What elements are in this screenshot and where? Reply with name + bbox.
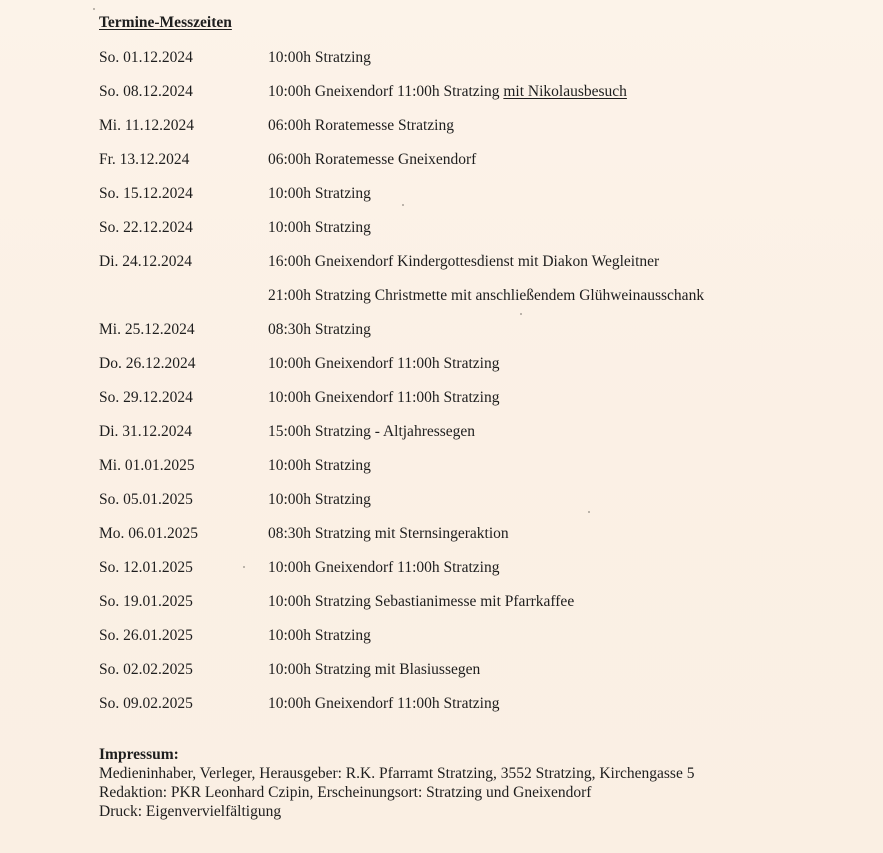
event-highlight: mit Nikolausbesuch: [503, 83, 627, 100]
section-heading: Termine-Messzeiten: [99, 14, 232, 31]
schedule-date: So. 22.12.2024: [99, 219, 193, 236]
schedule-event: 10:00h Stratzing: [268, 491, 371, 508]
schedule-date: Mi. 25.12.2024: [99, 321, 195, 338]
impressum-editor-line: Redaktion: PKR Leonhard Czipin, Erscheinungsort: Stratzing und Gneixendorf: [99, 784, 592, 801]
schedule-event: 10:00h Gneixendorf 11:00h Stratzing: [268, 389, 500, 406]
schedule-row: [99, 81, 799, 115]
schedule-row: [99, 523, 799, 557]
mass-schedule: [99, 47, 799, 727]
impressum-title: Impressum:: [99, 746, 179, 763]
schedule-row: [99, 251, 799, 285]
schedule-event: 06:00h Roratemesse Gneixendorf: [268, 151, 477, 168]
schedule-row: [99, 149, 799, 183]
schedule-date: So. 26.01.2025: [99, 627, 193, 644]
schedule-date: So. 01.12.2024: [99, 49, 193, 66]
schedule-event: 16:00h Gneixendorf Kindergottesdienst mit Diakon Wegleitner: [268, 253, 660, 270]
schedule-date: Di. 31.12.2024: [99, 423, 192, 440]
schedule-event: 10:00h Stratzing: [268, 219, 371, 236]
schedule-date: So. 19.01.2025: [99, 593, 193, 610]
schedule-date: Mi. 11.12.2024: [99, 117, 195, 134]
schedule-row: [99, 285, 799, 319]
schedule-event: 08:30h Stratzing: [268, 321, 371, 338]
schedule-event: 10:00h Stratzing: [268, 457, 371, 474]
schedule-row: [99, 115, 799, 149]
paper-speck: [93, 8, 95, 10]
schedule-date: So. 09.02.2025: [99, 695, 193, 712]
schedule-date: So. 08.12.2024: [99, 83, 193, 100]
schedule-event: 06:00h Roratemesse Stratzing: [268, 117, 454, 134]
schedule-row: [99, 625, 799, 659]
schedule-event: 10:00h Gneixendorf 11:00h Stratzing: [268, 559, 500, 576]
schedule-date: Fr. 13.12.2024: [99, 151, 190, 168]
schedule-event: 10:00h Gneixendorf 11:00h Stratzing: [268, 355, 500, 372]
schedule-row: [99, 387, 799, 421]
schedule-event: 10:00h Stratzing: [268, 185, 371, 202]
schedule-row: [99, 183, 799, 217]
schedule-row: [99, 319, 799, 353]
schedule-event: 21:00h Stratzing Christmette mit anschließendem Glühweinausschank: [268, 287, 705, 304]
schedule-event: 10:00h Stratzing: [268, 627, 371, 644]
schedule-date: So. 02.02.2025: [99, 661, 193, 678]
schedule-row: [99, 659, 799, 693]
schedule-event: 15:00h Stratzing - Altjahressegen: [268, 423, 476, 440]
schedule-row: [99, 693, 799, 727]
schedule-row: [99, 217, 799, 251]
schedule-row: [99, 455, 799, 489]
schedule-date: So. 12.01.2025: [99, 559, 193, 576]
paper-speck: [243, 566, 245, 568]
impressum-print-line: Druck: Eigenvervielfältigung: [99, 803, 282, 820]
schedule-date: So. 15.12.2024: [99, 185, 193, 202]
schedule-event: 10:00h Stratzing: [268, 49, 371, 66]
schedule-event: 08:30h Stratzing mit Sternsingeraktion: [268, 525, 509, 542]
schedule-event: 10:00h Gneixendorf 11:00h Stratzing: [268, 695, 500, 712]
schedule-event: 10:00h Stratzing mit Blasiussegen: [268, 661, 481, 678]
schedule-date: So. 29.12.2024: [99, 389, 193, 406]
schedule-row: [99, 421, 799, 455]
schedule-date: Mi. 01.01.2025: [99, 457, 195, 474]
paper-speck: [402, 204, 404, 206]
schedule-date: Mo. 06.01.2025: [99, 525, 199, 542]
schedule-row: [99, 489, 799, 523]
schedule-row: [99, 353, 799, 387]
paper-speck: [520, 313, 522, 315]
paper-speck: [588, 511, 590, 513]
schedule-event: 10:00h Stratzing Sebastianimesse mit Pfarrkaffee: [268, 593, 575, 610]
schedule-row: [99, 47, 799, 81]
schedule-date: Di. 24.12.2024: [99, 253, 192, 270]
schedule-event: 10:00h Gneixendorf 11:00h Stratzing mit Nikolausbesuch: [268, 83, 627, 100]
schedule-date: So. 05.01.2025: [99, 491, 193, 508]
schedule-date: Do. 26.12.2024: [99, 355, 196, 372]
impressum-section: [99, 745, 694, 821]
schedule-row: [99, 591, 799, 625]
schedule-row: [99, 557, 799, 591]
impressum-publisher-line: Medieninhaber, Verleger, Herausgeber: R.K. Pfarramt Stratzing, 3552 Stratzing, Kirchengasse 5: [99, 765, 695, 782]
